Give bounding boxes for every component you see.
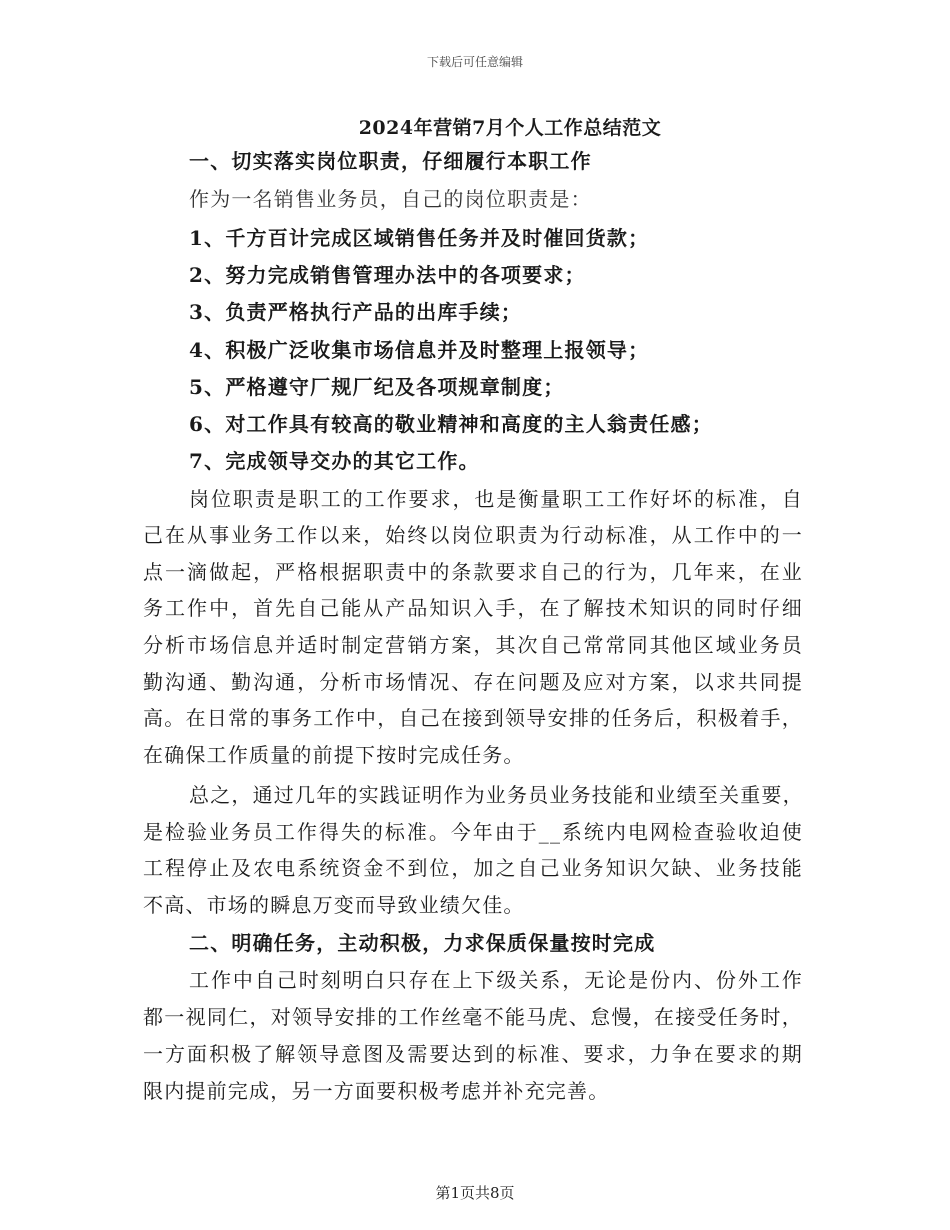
- intro-text: 作为一名销售业务员，自己的岗位职责是：: [189, 187, 592, 211]
- paragraph-line: 己在从事业务工作以来，始终以岗位职责为行动标准，从工作中的一: [143, 523, 803, 547]
- paragraph-line: 分析市场信息并适时制定营销方案，其次自己常常同其他区域业务员: [143, 633, 803, 657]
- paragraph-line: 不高、市场的瞬息万变而导致业绩欠佳。: [143, 893, 525, 917]
- paragraph-line: 点一滴做起，严格根据职责中的条款要求自己的行为，几年来，在业: [143, 560, 803, 584]
- section-heading: 二、明确任务，主动积极，力求保质保量按时完成: [189, 931, 656, 955]
- paragraph-line: 勤沟通、勤沟通，分析市场情况、存在问题及应对方案，以求共同提: [143, 670, 803, 694]
- header-note: 下载后可任意编辑: [426, 55, 523, 69]
- paragraph-line: 限内提前完成，另一方面要积极考虑并补充完善。: [143, 1079, 610, 1103]
- paragraph-line: 工程停止及农电系统资金不到位，加之自己业务知识欠缺、业务技能: [143, 856, 803, 880]
- paragraph-line: 总之，通过几年的实践证明作为业务员业务技能和业绩至关重要，: [189, 783, 804, 807]
- duty-item: 7、完成领导交办的其它工作。: [189, 449, 480, 473]
- duty-item: 4、积极广泛收集市场信息并及时整理上报领导；: [189, 338, 650, 362]
- paragraph-line: 务工作中，首先自己能从产品知识入手，在了解技术知识的同时仔细: [143, 596, 803, 620]
- paragraph-line: 是检验业务员工作得失的标准。今年由于__系统内电网检查验收迫使: [143, 820, 803, 844]
- document-title: 2024年营销7月个人工作总结范文: [358, 117, 662, 139]
- duty-item: 3、负责严格执行产品的出库手续；: [189, 300, 523, 324]
- paragraph-line: 工作中自己时刻明白只存在上下级关系，无论是份内、份外工作: [189, 968, 803, 992]
- duty-item: 1、千方百计完成区域销售任务并及时催回货款；: [189, 226, 650, 250]
- page-indicator: 第1页共8页: [435, 1184, 515, 1202]
- paragraph-line: 都一视同仁，对领导安排的工作丝毫不能马虎、怠慢，在接受任务时，: [143, 1005, 803, 1029]
- paragraph-line: 岗位职责是职工的工作要求，也是衡量职工工作好坏的标准，自: [189, 487, 803, 511]
- paragraph-line: 高。在日常的事务工作中，自己在接到领导安排的任务后，积极着手，: [143, 706, 803, 730]
- paragraph-line: 在确保工作质量的前提下按时完成任务。: [143, 743, 525, 767]
- duty-item: 2、努力完成销售管理办法中的各项要求；: [189, 263, 586, 287]
- section-heading: 一、切实落实岗位职责，仔细履行本职工作: [189, 149, 592, 173]
- paragraph-line: 一方面积极了解领导意图及需要达到的标准、要求，力争在要求的期: [143, 1042, 803, 1066]
- duty-item: 5、严格遵守厂规厂纪及各项规章制度；: [189, 375, 565, 399]
- duty-item: 6、对工作具有较高的敬业精神和高度的主人翁责任感；: [189, 412, 713, 436]
